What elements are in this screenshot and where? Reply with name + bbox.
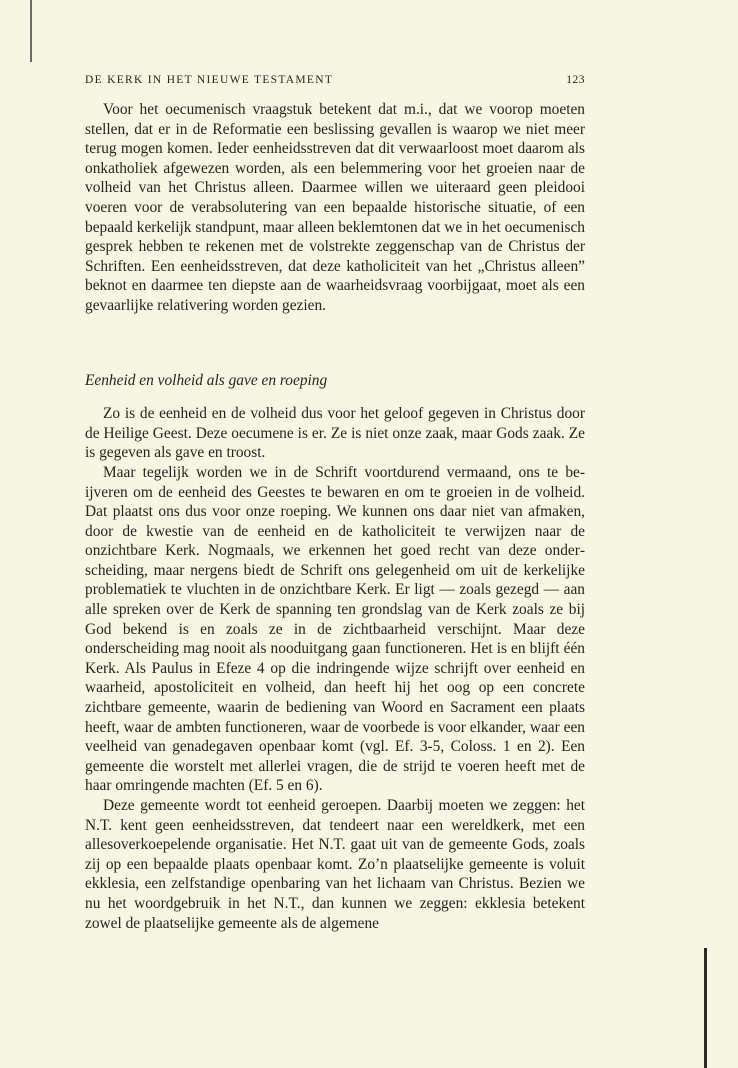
scan-edge-left: [30, 0, 32, 62]
page-number: 123: [566, 74, 585, 86]
section-paragraph-2: Maar tegelijk worden we in de Schrift voortdurend vermaand, ons te beijveren om de eenheid des Geestes te bewaren en om te groeien in de volheid. Dat plaatst ons dus voor onze roeping. We kunnen ons daar niet van afmaken, door de kwestie van de eenheid en de katholiciteit te verwijzen naar de onzichtbare Kerk. Nogmaals, we erkennen het goed recht van deze onderscheiding, maar nergens biedt de Schrift ons gelegenheid om uit de kerkelijke problematiek te vluchten in de onzichtbare Kerk. Er ligt — zoals gezegd — aan alle spreken over de Kerk de spanning ten grondslag van de Kerk zoals ze bij God bekend is en zoals ze in de zichtbaarheid verschijnt. Maar deze onderscheiding mag nooit als nooduitgang gaan functioneren. Het is en blijft één Kerk. Als Paulus in Efeze 4 op die indringende wijze schrijft over eenheid en waarheid, apostoliciteit en volheid, dan heeft hij het oog op een concrete zichtbare gemeente, waarin de bediening van Woord en Sacrament een plaats heeft, waar de ambten functioneren, waar de voorbede is voor elkander, waar een veelheid van genadegaven openbaar komt (vgl. Ef. 3-5, Coloss. 1 en 2). Een gemeente die worstelt met allerlei vragen, die de strijd te voeren heeft met de haar omringende machten (Ef. 5 en 6).: [85, 463, 585, 795]
section-paragraph-3: Deze gemeente wordt tot eenheid geroepen. Daarbij moeten we zeggen: het N.T. kent geen eenheidsstreven, dat tendeert naar een wereldkerk, met een allesoverkoepelende organisatie. Het N.T. gaat uit van de gemeente Gods, zoals zij op een bepaalde plaats openbaar komt. Zo’n plaatselijke gemeente is voluit ekklesia, een zelfstandige openbaring van het lichaam van Christus. Bezien we nu het woordgebruik in het N.T., dan kunnen we zeggen: ekklesia betekent zowel de plaatselijke gemeente als de algemene: [85, 797, 585, 932]
body-text: [85, 100, 585, 933]
running-head: [85, 72, 585, 88]
book-page: [85, 72, 585, 933]
section-heading: Eenheid en volheid als gave en roeping: [85, 371, 328, 389]
scan-edge-right: [704, 948, 707, 1068]
running-head-title: DE KERK IN HET NIEUWE TESTAMENT: [85, 74, 334, 86]
section-paragraph-1: Zo is de eenheid en de volheid dus voor het geloof gegeven in Christus door de Heilige Geest. Deze oecumene is er. Ze is niet onze zaak, maar Gods zaak. Ze is gegeven als gave en troost.: [85, 405, 585, 462]
intro-paragraph: Voor het oecumenisch vraagstuk betekent dat m.i., dat we voorop moeten stellen, dat er in de Reformatie een beslissing gevallen is waarop we niet meer terug mogen komen. Ieder eenheidsstreven dat dit verwaarloost moet daarom als onkatholiek afgewezen worden, als een belemmering voor het groeien naar de volheid van het Christus alleen. Daarmee willen we uiteraard geen pleidooi voeren voor de verabsolutering van een bepaalde historische situatie, of een bepaald kerkelijk standpunt, maar alleen beklemtonen dat we in het oecumenisch gesprek hebben te rekenen met de volstrekte zeggenschap van de Christus der Schriften. Een eenheidsstreven, dat deze katholiciteit van het „Christus alleen” beknot en daarmee ten diepste aan de waarheidsvraag voorbijgaat, moet als een gevaarlijke relativering worden gezien.: [85, 101, 585, 314]
